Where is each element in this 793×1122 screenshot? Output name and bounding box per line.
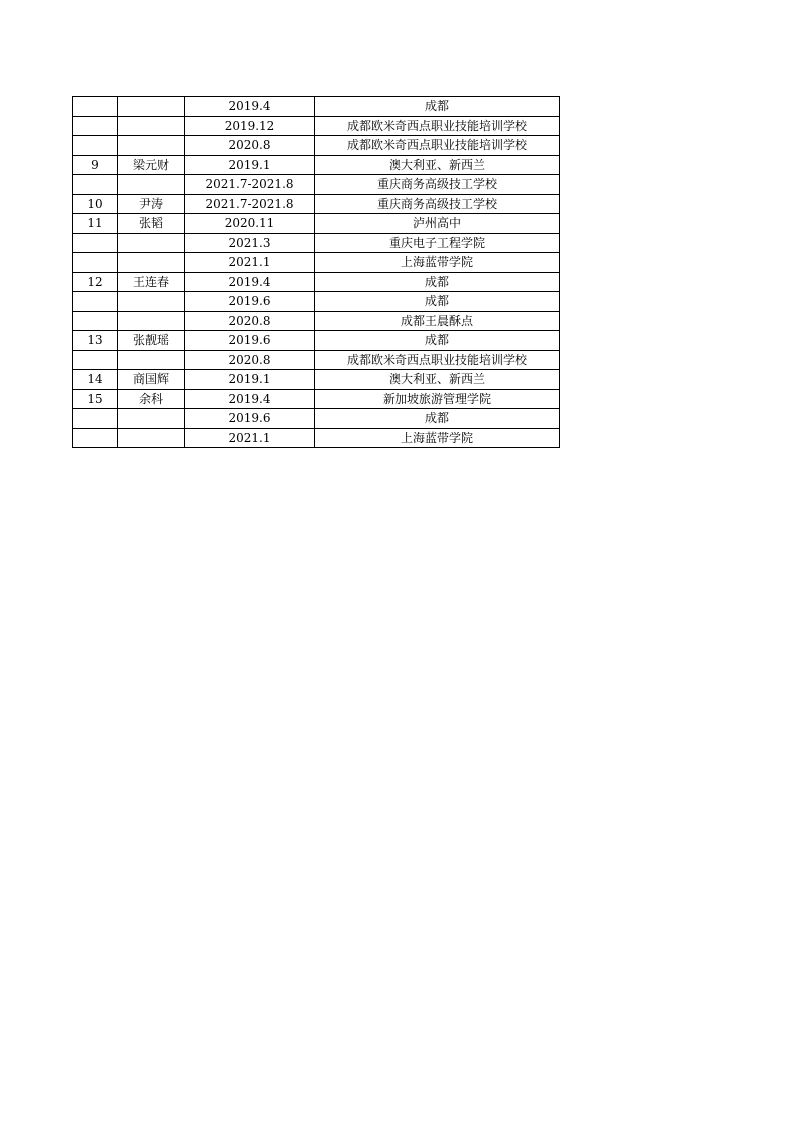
table-row: [73, 194, 560, 214]
table-row: [73, 311, 560, 331]
table-row: [73, 97, 560, 117]
row-number-cell: [73, 116, 118, 136]
person-name-cell: [118, 409, 185, 429]
date-cell: 2019.4: [185, 97, 315, 117]
place-cell: 成都: [315, 409, 560, 429]
place-cell: 新加坡旅游管理学院: [315, 389, 560, 409]
place-cell: 成都欧米奇西点职业技能培训学校: [315, 350, 560, 370]
table-row: [73, 272, 560, 292]
date-cell: 2021.7-2021.8: [185, 175, 315, 195]
date-cell: 2020.11: [185, 214, 315, 234]
place-cell: 成都欧米奇西点职业技能培训学校: [315, 136, 560, 156]
row-number-cell: [73, 136, 118, 156]
row-number-cell: [73, 409, 118, 429]
row-number-cell: 15: [73, 389, 118, 409]
table-row: [73, 253, 560, 273]
person-name-cell: 梁元财: [118, 155, 185, 175]
person-name-cell: [118, 116, 185, 136]
table-row: [73, 370, 560, 390]
records-table: [72, 96, 560, 448]
date-cell: 2021.1: [185, 428, 315, 448]
person-name-cell: 商国辉: [118, 370, 185, 390]
date-cell: 2019.6: [185, 409, 315, 429]
person-name-cell: [118, 136, 185, 156]
row-number-cell: 11: [73, 214, 118, 234]
date-cell: 2019.4: [185, 272, 315, 292]
row-number-cell: [73, 428, 118, 448]
row-number-cell: [73, 292, 118, 312]
place-cell: 澳大利亚、新西兰: [315, 370, 560, 390]
person-name-cell: 余科: [118, 389, 185, 409]
row-number-cell: 14: [73, 370, 118, 390]
row-number-cell: 10: [73, 194, 118, 214]
place-cell: 重庆商务高级技工学校: [315, 175, 560, 195]
person-name-cell: 尹涛: [118, 194, 185, 214]
date-cell: 2019.1: [185, 370, 315, 390]
person-name-cell: [118, 233, 185, 253]
place-cell: 成都欧米奇西点职业技能培训学校: [315, 116, 560, 136]
table-row: [73, 428, 560, 448]
date-cell: 2020.8: [185, 350, 315, 370]
table-row: [73, 136, 560, 156]
date-cell: 2021.3: [185, 233, 315, 253]
person-name-cell: [118, 253, 185, 273]
place-cell: 重庆商务高级技工学校: [315, 194, 560, 214]
place-cell: 上海蓝带学院: [315, 428, 560, 448]
row-number-cell: [73, 175, 118, 195]
date-cell: 2020.8: [185, 136, 315, 156]
date-cell: 2019.4: [185, 389, 315, 409]
person-name-cell: [118, 175, 185, 195]
person-name-cell: 王连春: [118, 272, 185, 292]
place-cell: 成都: [315, 292, 560, 312]
row-number-cell: [73, 233, 118, 253]
row-number-cell: [73, 311, 118, 331]
table-row: [73, 409, 560, 429]
place-cell: 上海蓝带学院: [315, 253, 560, 273]
place-cell: 澳大利亚、新西兰: [315, 155, 560, 175]
date-cell: 2019.6: [185, 292, 315, 312]
person-name-cell: [118, 292, 185, 312]
date-cell: 2019.6: [185, 331, 315, 351]
place-cell: 成都: [315, 272, 560, 292]
row-number-cell: 12: [73, 272, 118, 292]
table-row: [73, 292, 560, 312]
row-number-cell: [73, 97, 118, 117]
table-row: [73, 233, 560, 253]
table-row: [73, 389, 560, 409]
date-cell: 2019.1: [185, 155, 315, 175]
place-cell: 成都: [315, 97, 560, 117]
place-cell: 成都王晨酥点: [315, 311, 560, 331]
person-name-cell: [118, 97, 185, 117]
person-name-cell: [118, 428, 185, 448]
table-row: [73, 350, 560, 370]
place-cell: 重庆电子工程学院: [315, 233, 560, 253]
place-cell: 泸州高中: [315, 214, 560, 234]
person-name-cell: [118, 311, 185, 331]
table-row: [73, 116, 560, 136]
date-cell: 2020.8: [185, 311, 315, 331]
row-number-cell: [73, 350, 118, 370]
table-body: [73, 97, 560, 448]
row-number-cell: 13: [73, 331, 118, 351]
person-name-cell: [118, 350, 185, 370]
place-cell: 成都: [315, 331, 560, 351]
person-name-cell: 张韬: [118, 214, 185, 234]
row-number-cell: 9: [73, 155, 118, 175]
person-name-cell: 张靓瑶: [118, 331, 185, 351]
table-row: [73, 175, 560, 195]
date-cell: 2019.12: [185, 116, 315, 136]
date-cell: 2021.1: [185, 253, 315, 273]
table-row: [73, 331, 560, 351]
date-cell: 2021.7-2021.8: [185, 194, 315, 214]
table-row: [73, 214, 560, 234]
row-number-cell: [73, 253, 118, 273]
table-row: [73, 155, 560, 175]
